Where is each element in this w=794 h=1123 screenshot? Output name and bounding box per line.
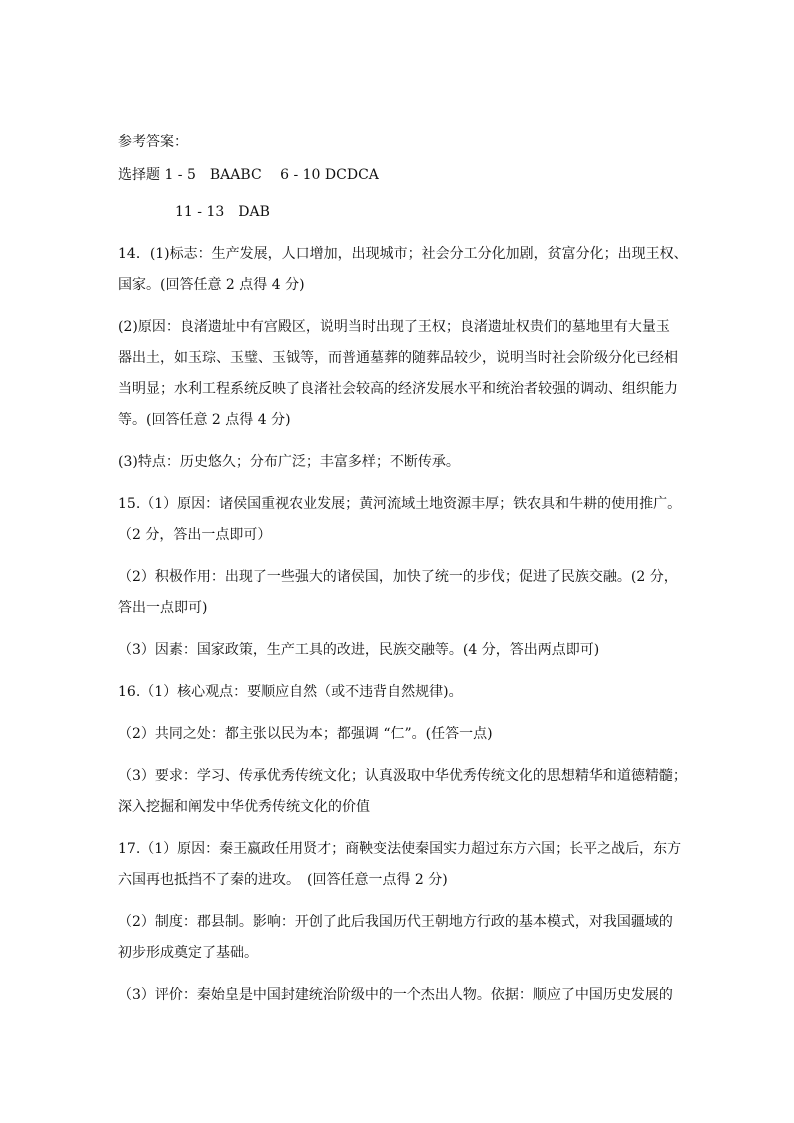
q15-part3-line1: （3）因素：国家政策，生产工具的改进，民族交融等。(4 分，答出两点即可) [118, 642, 600, 658]
q14-part2-line2: 器出土，如玉琮、玉璧、玉钺等，而普通墓葬的随葬品较少，说明当时社会阶级分化已经相 [118, 350, 678, 366]
q17-part3-line1: （3）评价：秦始皇是中国封建统治阶级中的一个杰出人物。依据：顺应了中国历史发展的 [118, 987, 673, 1003]
q14-part2-line3: 当明显；水利工程系统反映了良渚社会较高的经济发展水平和统治者较强的调动、组织能力 [118, 381, 678, 397]
q14-part2-line1: (2)原因：良渚遗址中有宫殿区，说明当时出现了王权；良渚遗址权贵们的墓地里有大量玉 [118, 319, 670, 335]
choice-answers-line-1: 选择题 1 - 5 BAABC 6 - 10 DCDCA [118, 167, 379, 183]
q15-part2-line2: 答出一点即可) [118, 600, 208, 616]
q15-part1-line2: （2 分，答出一点即可） [118, 527, 272, 543]
choice-answers-line-2: 11 - 13 DAB [175, 204, 270, 220]
answer-key-title: 参考答案： [118, 134, 188, 150]
q17-part2-line2: 初步形成奠定了基础。 [118, 945, 258, 961]
q16-part3-line2: 深入挖掘和阐发中华优秀传统文化的价值 [118, 799, 370, 815]
q15-part2-line1: （2）积极作用：出现了一些强大的诸侯国，加快了统一的步伐；促进了民族交融。(2 分， [118, 569, 678, 585]
q17-part2-line1: （2）制度：郡县制。影响：开创了此后我国历代王朝地方行政的基本模式，对我国疆域的 [118, 914, 673, 930]
q16-part3-line1: （3）要求：学习、传承优秀传统文化；认真汲取中华优秀传统文化的思想精华和道德精髓； [118, 768, 687, 784]
q14-part2-line4: 等。(回答任意 2 点得 4 分) [118, 412, 291, 428]
q16-part1-line1: 16.（1）核心观点：要顺应自然（或不违背自然规律)。 [118, 684, 463, 700]
q17-part1-line1: 17.（1）原因：秦王嬴政任用贤才；商鞅变法使秦国实力超过东方六国；长平之战后，东方 [118, 841, 682, 857]
q14-part1-line2: 国家。(回答任意 2 点得 4 分) [118, 277, 305, 293]
q14-part3-line1: (3)特点：历史悠久；分布广泛；丰富多样；不断传承。 [118, 454, 460, 470]
q16-part2-line1: （2）共同之处：都主张以民为本；都强调 “仁”。(任答一点) [118, 726, 493, 742]
q17-part1-line2: 六国再也抵挡不了秦的进攻。 (回答任意一点得 2 分) [118, 872, 448, 888]
q14-part1-line1: 14．(1)标志：生产发展，人口增加，出现城市；社会分工分化加剧，贫富分化；出现王权、 [118, 246, 688, 262]
q15-part1-line1: 15.（1）原因：诸侯国重视农业发展；黄河流域土地资源丰厚；铁农具和牛耕的使用推广。 [118, 496, 682, 512]
